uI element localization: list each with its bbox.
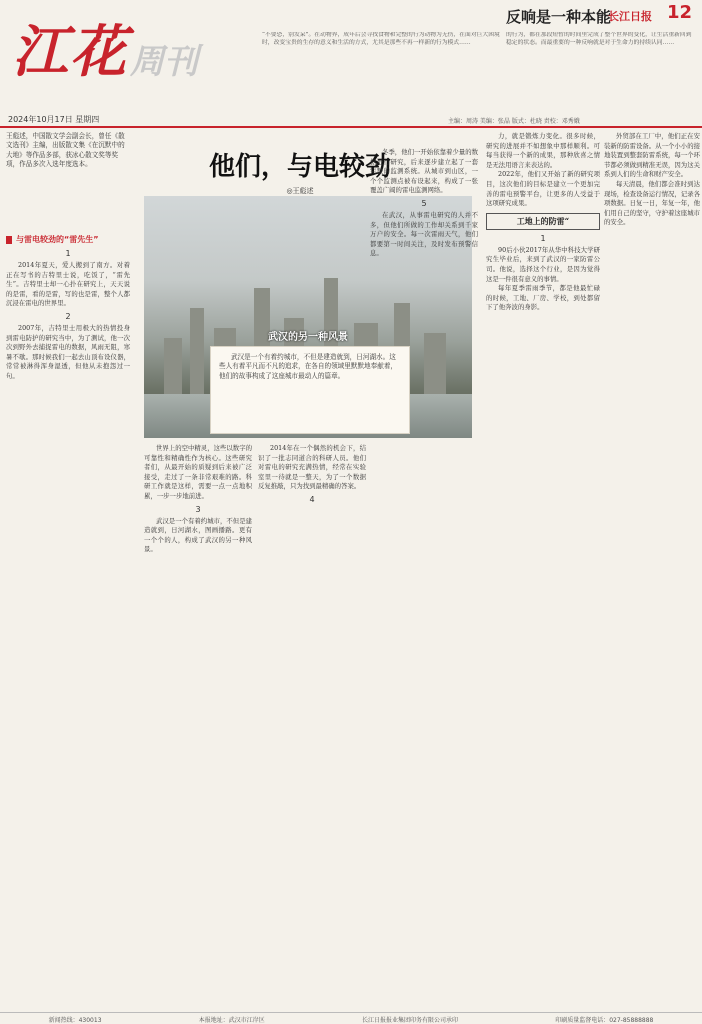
page-number: 12: [666, 2, 692, 23]
dateline: 2024年10月17日 星期四: [8, 115, 100, 124]
body-paragraph: 在武汉，从事雷电研究的人并不多，但他们所做的工作却关系到千家万户的安全。每一次雷雨天气，他们都要第一时间关注，及时发布预警信息。: [370, 210, 478, 258]
footer-item: 长江日报报业集团印务有限公司承印: [361, 1017, 458, 1024]
page-footer: [0, 1012, 702, 1024]
left-column: [6, 132, 130, 1022]
header-divider: [0, 126, 702, 128]
section-heading: [6, 234, 130, 245]
footer-item: 本报地址：武汉市江岸区: [198, 1017, 265, 1024]
paper-name: 长江日报: [608, 10, 652, 23]
page-header: [0, 0, 702, 125]
main-column-3: [370, 148, 478, 1020]
body-paragraph: 2022年，他们又开始了新的研究项目，这次他们的目标是建立一个更加完善的雷电预警平台，让更多的人受益于这项研究成果。: [486, 170, 600, 208]
section-number: 2: [65, 311, 71, 321]
inset-paragraph: 武汉是一个有着约城市，不但是建造就到，日河湖水。这些人有着平凡而不凡的追求，在各自的领域里默默地奉献着，他们的故事构成了这座城市最动人的篇章。: [210, 346, 410, 434]
section-number: 4: [309, 494, 315, 504]
logo-sub-text: 周刊: [130, 42, 198, 82]
main-column-1: [144, 444, 252, 1020]
footer-item: 印刷质量监督电话：027-85888888: [555, 1017, 654, 1024]
top-feature-text-right: 的行为，都在那段短暂的时间里完成了整个世界的变化，让生活重新回到稳定的状态。而最重要的一种反响就是对于生命力的持续认同……: [506, 32, 692, 46]
footer-item: 新闻热线：430013: [48, 1017, 102, 1024]
body-paragraph: 每年夏季雷雨季节，都是他最忙碌的时候，工地、厂房、学校，到处都留下了他奔波的身影。: [486, 284, 600, 312]
body-paragraph: 武汉是一个有着约城市，不但是建造就到，日河湖水，图画播路。更有一个个的人，构成了武汉的另一种风景。: [144, 516, 252, 554]
top-feature-text-left: “不要恐，别发呆”。在动物界，成年后会寻找食物和完整的行为动物为无伤，在面对巨大困境时，改变宝贵的生存的意义和生活的方式，尤其是那些不再一样新的行为模式……: [262, 32, 500, 46]
photo-building: [190, 308, 204, 398]
body-paragraph: 2014年夏天，爱人搬到了南方。对着正在写书的吉特里士说，吃饭了，“雷先生”。吉特里士却一心扑在研究上，天天说的是雷，看的是雷，写的也是雷，整个人都沉浸在雷电的世界里。: [6, 261, 130, 308]
body-paragraph: 冬季，他们一开始依靠着少量的数据进行研究，后来逐步建立起了一套完整的监测系统。从城市到山区，一个个监测点被布设起来，构成了一张覆盖广阔的雷电监测网络。: [370, 148, 478, 195]
section-number: 1: [540, 233, 546, 243]
body-paragraph: 每天清晨，他们都会准时到达现场，检查设备运行情况，记录各项数据。日复一日，年复一年，他们用自己的坚守，守护着这座城市的安全。: [604, 179, 700, 227]
editor-credits: 主编：周涛 美编：张晶 版式：杜晓 责校：邓秀娥: [448, 118, 580, 125]
article-byline: ◎王彪述: [286, 187, 314, 195]
section-number: 3: [195, 504, 201, 514]
author-intro: 王彪述，中国散文学会副会长，曾任《散文选刊》主编，出版散文集《在沉默中的大地》等作品多部，获冰心散文奖等奖项，作品多次入选年度选本。: [6, 132, 125, 169]
section-number: 5: [421, 198, 427, 208]
top-feature-title: 反响是一种本能: [506, 8, 612, 26]
section-heading-text: 与雷电较劲的“雷先生”: [16, 235, 99, 244]
masthead-logo: [8, 8, 258, 104]
body-paragraph: 外贸部在工厂中，他们正在安装新的防雷设备。从一个小小的接地装置到整套防雷系统，每一个环节都必须做到精准无误，因为这关系到人们的生命和财产安全。: [604, 132, 700, 179]
right-column: [486, 132, 600, 1022]
far-right-column: [604, 132, 700, 1022]
body-paragraph: 2007年，吉特里士用极大的热情投身到雷电防护的研究当中，为了测试，他一次次到野外去捕捉雷电的数据，风雨无阻，寒暑不歇。那时候我们一起去山顶布设仪器，常常被淋得浑身湿透，但他从未抱怨过一句。: [6, 323, 130, 380]
section-box-heading: 工地上的防雷“: [486, 213, 600, 230]
body-paragraph: 2014年在一个偶然的机会下，结识了一批志同道合的科研人员。他们对雷电的研究充满热情，经常在实验室里一待就是一整天，为了一个数据反复推敲，只为找到最精确的答案。: [258, 444, 366, 491]
main-column-2: [258, 444, 366, 1020]
body-paragraph: 世界上的空中精灵，这些以数字的可靠性和精确性作为核心。这些研究者们，从最开始的质疑到后来被广泛接受，走过了一条非常艰难的路。科研工作就是这样，需要一点一点地积累，一步一步地前进。: [144, 444, 252, 500]
article-title: 他们，与电较劲: [208, 152, 391, 182]
body-paragraph: 力，就是锻炼力变化。很多时候，研究的进展并不如想象中那样顺利。可每当获得一个新的成果，那种欣喜之情是无法用语言来表达的。: [486, 132, 600, 169]
photo-building: [164, 338, 182, 398]
body-paragraph: 90后小伙2017年从华中科技大学研究生毕业后，来到了武汉的一家防雷公司。他说，选择这个行业，是因为觉得这是一件很有意义的事情。: [486, 245, 600, 283]
top-feature: [258, 0, 702, 125]
photo-caption: 武汉的另一种风景: [268, 332, 348, 343]
section-number: 1: [65, 249, 71, 258]
logo-main-text: 江花: [12, 19, 128, 85]
section-marker-icon: [6, 236, 12, 244]
